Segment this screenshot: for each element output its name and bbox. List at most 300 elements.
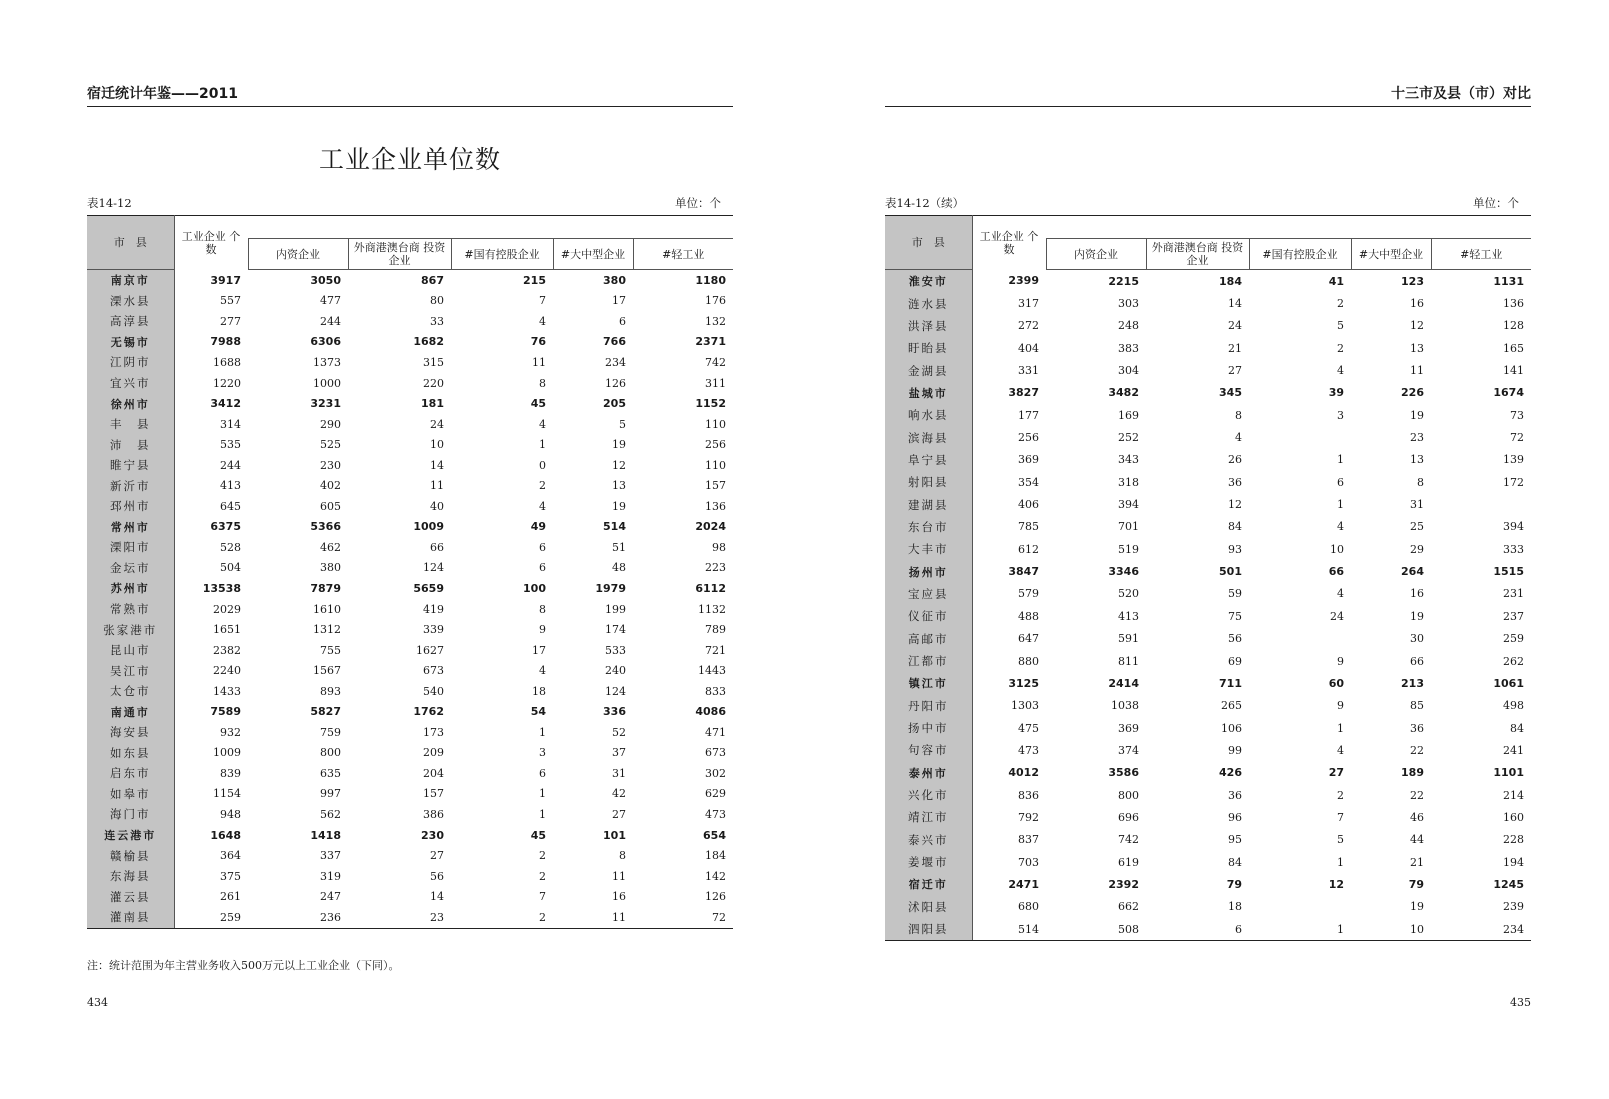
table-row (885, 471, 1531, 493)
table-cell: 1567 (313, 664, 341, 678)
table-cell: 236 (248, 907, 348, 928)
row-region-name: 高淳县 (87, 311, 174, 332)
table-cell: 172 (1503, 475, 1524, 489)
row-region-name: 丰 县 (87, 414, 174, 435)
table-cell: 123 (1401, 274, 1424, 288)
table-cell: 2 (451, 907, 553, 928)
table-cell: 72 (633, 907, 733, 928)
table-row (885, 605, 1531, 627)
table-cell: 184 (1219, 274, 1242, 288)
row-region-name: 常熟市 (87, 599, 174, 620)
table-cell: 1220 (213, 376, 241, 390)
row-region-name: 东海县 (87, 866, 174, 887)
table-cell: 680 (1018, 900, 1039, 914)
table-cell: 220 (423, 376, 444, 390)
row-region-name: 江阴市 (87, 352, 174, 373)
table-cell: 19 (1410, 408, 1424, 422)
table-cell: 535 (220, 438, 241, 452)
table-cell: 3050 (310, 273, 341, 287)
header-state: #国有控股企业 (451, 239, 553, 270)
table-cell: 27 (1228, 364, 1242, 378)
table-cell: 240 (605, 664, 626, 678)
table-cell: 17 (612, 294, 626, 308)
table-cell: 142 (705, 869, 726, 883)
table-row (87, 660, 733, 681)
table-cell: 1433 (213, 684, 241, 698)
table-cell: 2024 (695, 520, 726, 534)
table-cell: 380 (320, 561, 341, 575)
table-cell: 60 (1328, 676, 1344, 690)
table-cell: 169 (1118, 408, 1139, 422)
table-cell: 8 (539, 602, 546, 616)
table-cell: 230 (320, 458, 341, 472)
table-cell: 17 (532, 643, 546, 657)
table-row (885, 717, 1531, 739)
header-foreign: 外商港澳台商 投资企业 (1146, 239, 1249, 270)
table-cell: 2414 (1108, 676, 1139, 690)
table-cell: 354 (1018, 475, 1039, 489)
header-total: 工业企业 个 数 (174, 216, 248, 270)
table-cell: 27 (1328, 766, 1344, 780)
table-cell: 501 (1219, 565, 1242, 579)
table-cell: 1 (539, 787, 546, 801)
table-cell: 1154 (213, 787, 241, 801)
table-cell: 1009 (413, 520, 444, 534)
table-body (87, 270, 733, 929)
table-cell: 96 (1228, 810, 1242, 824)
row-region-name: 宝应县 (885, 583, 972, 605)
table-cell: 223 (705, 561, 726, 575)
table-cell: 605 (320, 499, 341, 513)
table-cell: 314 (220, 417, 241, 431)
table-row (87, 599, 733, 620)
table-cell: 27 (430, 849, 444, 863)
table-cell: 1000 (313, 376, 341, 390)
table-cell: 29 (1410, 542, 1424, 556)
table-cell: 948 (220, 807, 241, 821)
table-cell: 16 (612, 890, 626, 904)
table-cell: 339 (423, 623, 444, 637)
table-cell: 141 (1503, 364, 1524, 378)
table-cell: 1610 (313, 602, 341, 616)
table-row (885, 315, 1531, 337)
table-cell: 10 (1351, 918, 1431, 941)
table-cell: 126 (605, 376, 626, 390)
table-cell: 1 (1337, 453, 1344, 467)
table-cell: 1 (1249, 918, 1351, 941)
header-large: #大中型企业 (1351, 239, 1431, 270)
table-cell: 239 (1503, 900, 1524, 914)
table-cell: 2 (539, 849, 546, 863)
table-cell: 5 (1337, 833, 1344, 847)
table-cell: 54 (530, 705, 546, 719)
table-cell: 4 (1337, 743, 1344, 757)
row-region-name: 扬中市 (885, 717, 972, 739)
table-cell: 406 (1018, 498, 1039, 512)
row-region-name: 新沂市 (87, 475, 174, 496)
running-head (885, 86, 1531, 107)
table-cell: 13538 (202, 581, 241, 595)
table-cell: 264 (1401, 565, 1424, 579)
header-region: 市 县 (885, 216, 972, 270)
table-row (87, 270, 733, 291)
row-region-name: 东台市 (885, 516, 972, 538)
row-region-name: 镇江市 (885, 672, 972, 694)
table-cell: 800 (1118, 788, 1139, 802)
table-cell: 2471 (1008, 877, 1039, 891)
table-cell: 59 (1228, 587, 1242, 601)
table-cell: 333 (1503, 542, 1524, 556)
table-row (87, 496, 733, 517)
table-cell: 237 (1503, 609, 1524, 623)
row-region-name: 洪泽县 (885, 315, 972, 337)
row-region-name: 宜兴市 (87, 373, 174, 394)
row-region-name: 太仓市 (87, 681, 174, 702)
row-region-name: 盱眙县 (885, 337, 972, 359)
header-domestic: 内资企业 (248, 239, 348, 270)
table-cell: 394 (1503, 520, 1524, 534)
table-row (885, 516, 1531, 538)
table-cell: 557 (220, 294, 241, 308)
table-cell: 13 (1410, 341, 1424, 355)
table-cell: 473 (1018, 743, 1039, 757)
table-cell: 12 (1410, 319, 1424, 333)
table-cell: 3 (1337, 408, 1344, 422)
table-cell: 471 (705, 725, 726, 739)
table-cell: 2240 (213, 664, 241, 678)
table-cell: 56 (1228, 632, 1242, 646)
row-region-name: 苏州市 (87, 578, 174, 599)
table-cell: 1312 (313, 623, 341, 637)
table-row (87, 681, 733, 702)
table-cell: 14 (430, 458, 444, 472)
table-cell: 228 (1503, 833, 1524, 847)
table-cell: 997 (320, 787, 341, 801)
table-cell: 11 (532, 355, 546, 369)
table-cell: 413 (1118, 609, 1139, 623)
table-cell: 265 (1221, 699, 1242, 713)
table-cell: 100 (523, 581, 546, 595)
row-region-name: 江都市 (885, 650, 972, 672)
unit-label: 单位：个 (675, 196, 721, 210)
table-cell: 6 (619, 314, 626, 328)
table-cell: 562 (320, 807, 341, 821)
table-cell: 11 (553, 907, 633, 928)
table-cell: 3827 (1008, 386, 1039, 400)
table-row (87, 886, 733, 907)
table-cell: 4 (1235, 431, 1242, 445)
row-region-name: 响水县 (885, 404, 972, 426)
row-region-name: 沭阳县 (885, 896, 972, 918)
table-cell: 475 (1018, 721, 1039, 735)
table-cell: 84 (1510, 721, 1524, 735)
table-cell: 48 (612, 561, 626, 575)
table-cell: 13 (1410, 453, 1424, 467)
running-head (87, 86, 733, 107)
table-cell: 1688 (213, 355, 241, 369)
table-cell: 654 (703, 828, 726, 842)
table-cell: 139 (1503, 453, 1524, 467)
table-cell: 837 (1018, 833, 1039, 847)
table-cell: 12 (612, 458, 626, 472)
table-cell: 612 (1018, 542, 1039, 556)
table-cell: 0 (539, 458, 546, 472)
table-cell: 248 (1118, 319, 1139, 333)
table-cell: 498 (1503, 699, 1524, 713)
table-cell: 579 (1018, 587, 1039, 601)
table-cell: 10 (1330, 542, 1344, 556)
table-cell: 488 (1018, 609, 1039, 623)
table-cell: 11 (430, 479, 444, 493)
table-cell: 31 (1410, 498, 1424, 512)
table-cell: 199 (605, 602, 626, 616)
table-row (885, 628, 1531, 650)
table-cell: 1651 (213, 623, 241, 637)
table-cell: 2371 (695, 335, 726, 349)
table-cell: 209 (423, 746, 444, 760)
table-cell: 792 (1018, 810, 1039, 824)
table-cell: 21 (1410, 855, 1424, 869)
table-cell: 1682 (413, 335, 444, 349)
table-cell: 259 (174, 907, 248, 928)
table-cell: 12 (1328, 877, 1344, 891)
table-cell: 5827 (310, 705, 341, 719)
table-cell: 383 (1118, 341, 1139, 355)
table-cell: 7988 (210, 335, 241, 349)
table-cell: 45 (530, 828, 546, 842)
table-cell: 2382 (213, 643, 241, 657)
table-row (87, 907, 733, 928)
table-cell: 256 (1018, 431, 1039, 445)
table-caption (87, 195, 733, 211)
table-row (87, 784, 733, 805)
table-cell: 132 (705, 314, 726, 328)
table-row (885, 337, 1531, 359)
row-region-name: 淮安市 (885, 270, 972, 293)
running-head-text: 宿迁统计年鉴——2011 (87, 86, 238, 102)
table-row (885, 292, 1531, 314)
table-cell: 52 (612, 725, 626, 739)
table-cell: 6 (539, 540, 546, 554)
table-cell: 23 (348, 907, 451, 928)
table-cell: 525 (320, 438, 341, 452)
row-region-name: 启东市 (87, 763, 174, 784)
table-cell: 95 (1228, 833, 1242, 847)
table-row (87, 291, 733, 312)
row-region-name: 连云港市 (87, 825, 174, 846)
table-cell: 742 (1118, 833, 1139, 847)
row-region-name: 滨海县 (885, 426, 972, 448)
table-cell: 66 (1410, 654, 1424, 668)
table-row (885, 829, 1531, 851)
table-cell: 374 (1118, 743, 1139, 757)
table-number: 表14-12（续） (885, 196, 965, 210)
table-cell: 73 (1510, 408, 1524, 422)
table-cell: 136 (1503, 297, 1524, 311)
table-cell: 37 (612, 746, 626, 760)
table-cell: 39 (1328, 386, 1344, 400)
table-cell: 402 (320, 479, 341, 493)
table-cell: 4 (1337, 587, 1344, 601)
table-cell: 261 (220, 890, 241, 904)
table-cell: 591 (1118, 632, 1139, 646)
table-cell: 473 (705, 807, 726, 821)
table-row (885, 650, 1531, 672)
table-cell: 303 (1118, 297, 1139, 311)
table-cell: 629 (705, 787, 726, 801)
table-cell: 99 (1228, 743, 1242, 757)
table-cell: 1515 (1493, 565, 1524, 579)
table-row (885, 493, 1531, 515)
header-domestic: 内资企业 (1046, 239, 1146, 270)
table-cell: 18 (1228, 900, 1242, 914)
table-cell: 1979 (595, 581, 626, 595)
page-title: 工业企业单位数 (318, 145, 501, 174)
page-number: 435 (1510, 996, 1531, 1009)
row-region-name: 沛 县 (87, 434, 174, 455)
table-cell: 318 (1118, 475, 1139, 489)
table-cell: 80 (430, 294, 444, 308)
row-region-name: 如东县 (87, 743, 174, 764)
table-cell: 23 (1410, 431, 1424, 445)
table-cell: 84 (1228, 855, 1242, 869)
table-cell: 126 (705, 890, 726, 904)
table-row (87, 701, 733, 722)
table-cell: 1038 (1111, 699, 1139, 713)
table-row (87, 455, 733, 476)
table-cell: 26 (1228, 453, 1242, 467)
row-region-name: 南通市 (87, 701, 174, 722)
table-cell: 30 (1410, 632, 1424, 646)
table-cell: 128 (1503, 319, 1524, 333)
table-cell: 337 (320, 849, 341, 863)
table-cell: 742 (705, 355, 726, 369)
row-region-name: 灌南县 (87, 907, 174, 928)
table-cell: 22 (1410, 788, 1424, 802)
table-cell: 7 (539, 294, 546, 308)
table-cell (1249, 426, 1351, 448)
table-cell: 519 (1118, 542, 1139, 556)
table-cell: 66 (430, 540, 444, 554)
table-cell: 51 (612, 540, 626, 554)
table-cell: 215 (523, 273, 546, 287)
row-region-name: 泗阳县 (885, 918, 972, 941)
table-cell: 5 (619, 417, 626, 431)
table-cell: 1009 (213, 746, 241, 760)
table-cell: 14 (430, 890, 444, 904)
table-cell: 375 (220, 869, 241, 883)
table-cell: 241 (1503, 743, 1524, 757)
table-cell: 2399 (1008, 274, 1039, 288)
table-cell: 290 (320, 417, 341, 431)
table-cell: 8 (619, 849, 626, 863)
table-row (87, 743, 733, 764)
table-cell: 721 (705, 643, 726, 657)
table-cell: 9 (1337, 699, 1344, 713)
table-cell: 33 (430, 314, 444, 328)
header-light: #轻工业 (633, 239, 733, 270)
table-cell: 10 (430, 438, 444, 452)
table-cell: 800 (320, 746, 341, 760)
table-cell: 419 (423, 602, 444, 616)
table-cell: 7589 (210, 705, 241, 719)
table-cell: 1131 (1493, 274, 1524, 288)
table-row (87, 332, 733, 353)
table-cell: 56 (430, 869, 444, 883)
unit-label: 单位：个 (1473, 196, 1519, 210)
data-table-wrapper (87, 215, 733, 929)
table-row (885, 896, 1531, 918)
table-cell: 514 (972, 918, 1046, 941)
header-state: #国有控股企业 (1249, 239, 1351, 270)
table-cell: 394 (1118, 498, 1139, 512)
row-region-name: 邳州市 (87, 496, 174, 517)
row-region-name: 大丰市 (885, 538, 972, 560)
data-table (885, 215, 1531, 941)
table-cell: 4012 (1008, 766, 1039, 780)
header-total: 工业企业 个 数 (972, 216, 1046, 270)
table-cell: 24 (430, 417, 444, 431)
table-cell: 272 (1018, 319, 1039, 333)
table-cell: 3 (539, 746, 546, 760)
table-row (87, 393, 733, 414)
row-region-name: 溧水县 (87, 291, 174, 312)
table-row (87, 311, 733, 332)
table-row (87, 804, 733, 825)
row-region-name: 如皋市 (87, 784, 174, 805)
table-cell: 1101 (1493, 766, 1524, 780)
table-cell: 1 (1337, 498, 1344, 512)
row-region-name: 涟水县 (885, 292, 972, 314)
table-cell: 6375 (210, 520, 241, 534)
table-cell: 214 (1503, 788, 1524, 802)
header-light: #轻工业 (1431, 239, 1531, 270)
table-cell: 893 (320, 684, 341, 698)
table-row (885, 538, 1531, 560)
table-cell: 19 (1410, 609, 1424, 623)
table-cell: 11 (1410, 364, 1424, 378)
table-cell: 234 (1431, 918, 1531, 941)
table-cell: 1 (539, 725, 546, 739)
table-row (87, 537, 733, 558)
table-cell: 1443 (698, 664, 726, 678)
table-cell: 1648 (210, 828, 241, 842)
table-cell: 4086 (695, 705, 726, 719)
table-cell: 336 (603, 705, 626, 719)
table-cell: 176 (705, 294, 726, 308)
table-cell: 317 (1018, 297, 1039, 311)
table-row (87, 558, 733, 579)
table-cell: 5 (1337, 319, 1344, 333)
row-region-name: 海门市 (87, 804, 174, 825)
table-cell: 11 (612, 869, 626, 883)
table-cell: 4 (539, 664, 546, 678)
table-cell: 4 (1337, 520, 1344, 534)
table-cell: 315 (423, 355, 444, 369)
table-cell: 701 (1118, 520, 1139, 534)
table-cell: 426 (1219, 766, 1242, 780)
table-cell: 759 (320, 725, 341, 739)
table-cell: 9 (539, 623, 546, 637)
row-region-name: 溧阳市 (87, 537, 174, 558)
table-cell: 3482 (1108, 386, 1139, 400)
table-row (87, 475, 733, 496)
table-cell: 262 (1503, 654, 1524, 668)
table-cell: 1245 (1493, 877, 1524, 891)
table-cell: 19 (1410, 900, 1424, 914)
table-cell: 44 (1410, 833, 1424, 847)
table-row (885, 806, 1531, 828)
